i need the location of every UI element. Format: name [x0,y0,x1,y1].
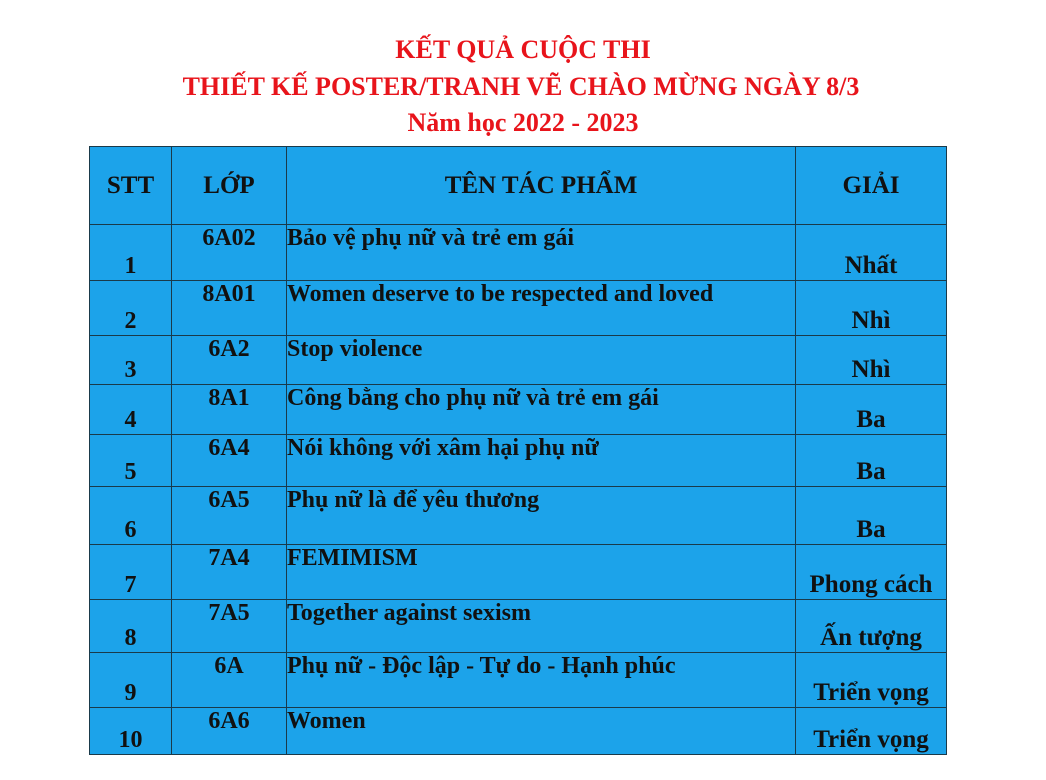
cell-giai: Ba [796,435,947,487]
title-line-1: KẾT QUẢ CUỘC THI [395,35,651,64]
cell-ten: FEMIMISM [287,545,796,600]
cell-stt: 6 [90,487,172,545]
cell-giai: Ba [796,385,947,435]
cell-lop: 6A02 [172,225,287,281]
table-row [90,336,947,385]
cell-giai: Phong cách [796,545,947,600]
table-row [90,708,947,755]
cell-giai: Nhì [796,281,947,336]
table-row [90,545,947,600]
cell-stt: 8 [90,600,172,653]
cell-giai: Nhất [796,225,947,281]
cell-lop: 6A2 [172,336,287,385]
cell-lop: 6A6 [172,708,287,755]
cell-ten: Women [287,708,796,755]
cell-ten: Phụ nữ - Độc lập - Tự do - Hạnh phúc [287,653,796,708]
cell-lop: 6A4 [172,435,287,487]
cell-ten: Together against sexism [287,600,796,653]
cell-lop: 7A4 [172,545,287,600]
table-row [90,653,947,708]
header-ten: TÊN TÁC PHẨM [287,147,796,225]
table-row [90,487,947,545]
cell-ten: Phụ nữ là để yêu thương [287,487,796,545]
cell-giai: Nhì [796,336,947,385]
cell-stt: 9 [90,653,172,708]
cell-ten: Stop violence [287,336,796,385]
table-row [90,281,947,336]
cell-stt: 5 [90,435,172,487]
cell-stt: 4 [90,385,172,435]
title-line-2: THIẾT KẾ POSTER/TRANH VẼ CHÀO MỪNG NGÀY 8/3 [182,72,860,101]
results-table [89,146,947,755]
title-line-3: Năm học 2022 - 2023 [407,108,639,137]
cell-stt: 10 [90,708,172,755]
table-row [90,225,947,281]
cell-ten: Nói không với xâm hại phụ nữ [287,435,796,487]
cell-stt: 1 [90,225,172,281]
table-header-row [90,147,947,225]
header-giai: GIẢI [796,147,947,225]
cell-giai: Triển vọng [796,708,947,755]
table-row [90,435,947,487]
cell-giai: Ba [796,487,947,545]
cell-lop: 7A5 [172,600,287,653]
cell-stt: 2 [90,281,172,336]
cell-lop: 8A1 [172,385,287,435]
header-lop: LỚP [172,147,287,225]
cell-ten: Công bằng cho phụ nữ và trẻ em gái [287,385,796,435]
cell-ten: Bảo vệ phụ nữ và trẻ em gái [287,225,796,281]
table-row [90,600,947,653]
cell-stt: 3 [90,336,172,385]
cell-lop: 6A5 [172,487,287,545]
cell-lop: 6A [172,653,287,708]
cell-stt: 7 [90,545,172,600]
cell-lop: 8A01 [172,281,287,336]
cell-giai: Triển vọng [796,653,947,708]
cell-ten: Women deserve to be respected and loved [287,281,796,336]
header-stt: STT [90,147,172,225]
cell-giai: Ấn tượng [796,600,947,653]
table-row [90,385,947,435]
